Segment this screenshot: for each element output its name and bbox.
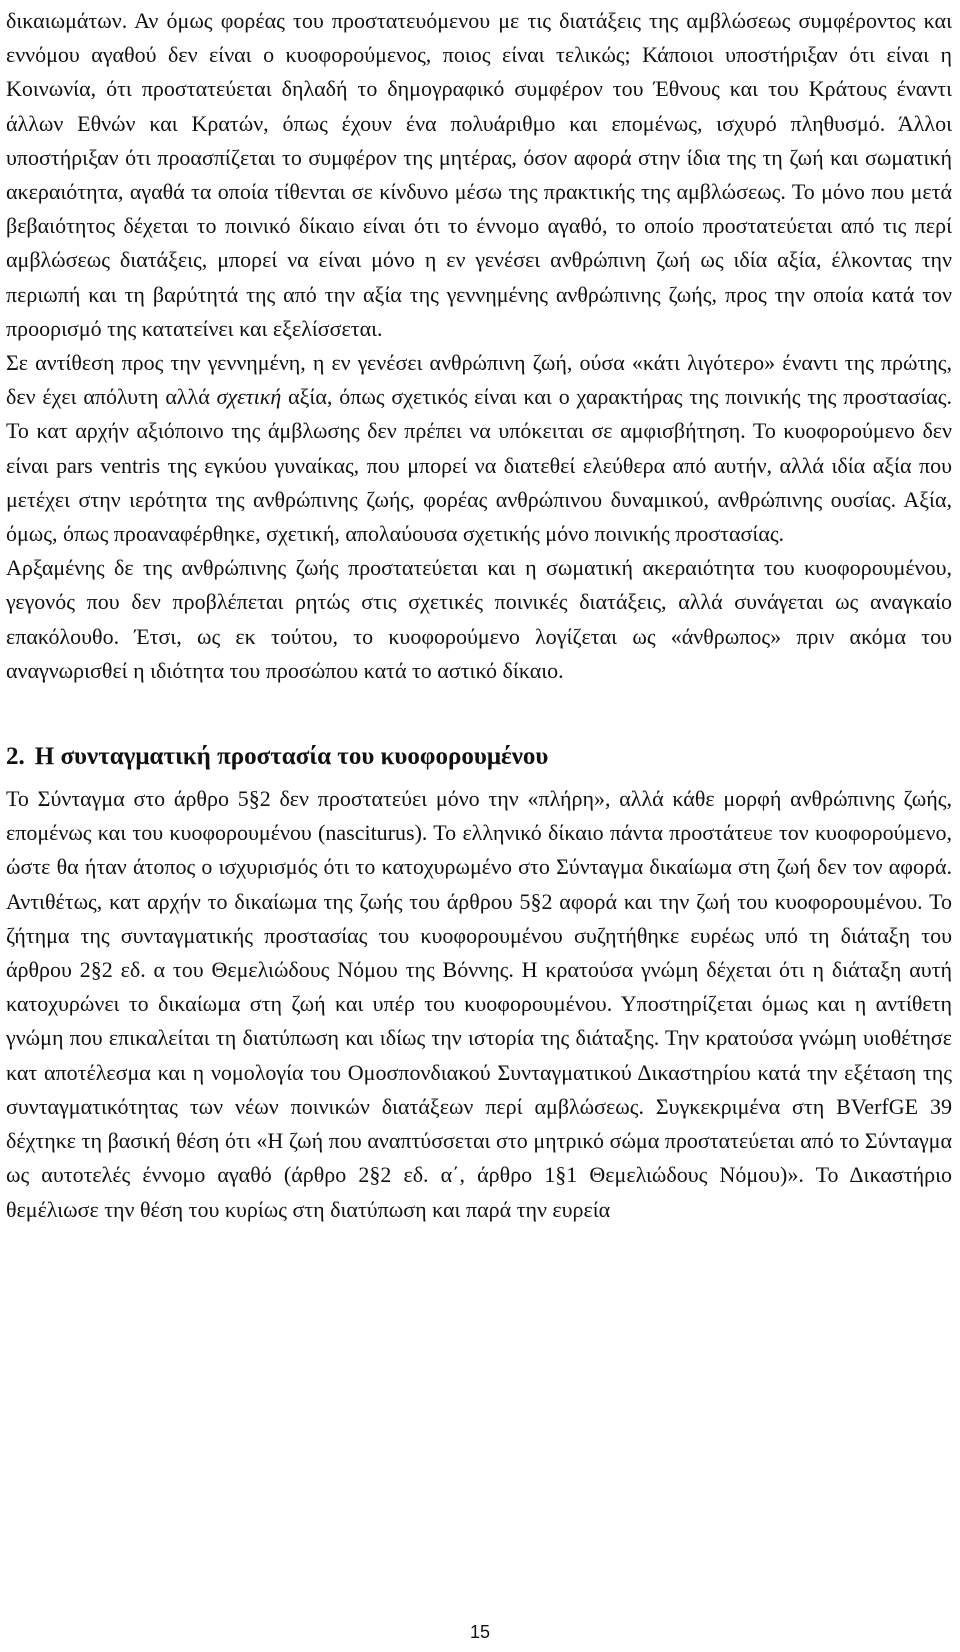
- paragraph-2-text-start: Σε αντίθεση προς την γεννημένη, η εν γενέσει ανθρώπινη ζωή, ούσα «κάτι λιγότερο» έναντι της πρώτης, δεν έχει απόλυτη αλλά: [6, 350, 952, 410]
- section-title: Η συνταγματική προστασία του κυοφορουμένου: [34, 743, 549, 771]
- paragraph-2-text-end: αξία, όπως σχετικός είναι και ο χαρακτήρας της ποινικής της προστασίας. Το κατ αρχήν αξιόποινο της άμβλωσης δεν πρέπει να υπόκειται σε αμφισβήτηση. Το κυοφορούμενο δεν είναι pars ventris της εγκύου γυναίκας, που μπορεί να διατεθεί ελεύθερα από αυτήν, αλλά ιδία αξία που μετέχει στην ιερότητα της ανθρώπινης ζωής, φορέας ανθρώπινου δυναμικού, ανθρώπινης ουσίας. Αξία, όμως, όπως προαναφέρθηκε, σχετική, απολαύουσα σχετικής μόνο ποινικής προστασίας.: [6, 384, 952, 547]
- paragraph-1: δικαιωμάτων. Αν όμως φορέας του προστατευόμενου με τις διατάξεις της αμβλώσεως συμφέροντος και εννόμου αγαθού δεν είναι ο κυοφορούμενος, ποιος είναι τελικώς; Κάποιοι υποστήριξαν ότι είναι η Κοινωνία, ότι προστατεύεται δηλαδή το δημογραφικό συμφέρον του Έθνους και του Κράτους έναντι άλλων Εθνών και Κρατών, όπως έχουν ένα πολυάριθμο και επομένως, ισχυρό πληθυσμό. Άλλοι υποστήριξαν ότι προασπίζεται το συμφέρον της μητέρας, όσον αφορά στην ίδια της τη ζωή και σωματική ακεραιότητα, αγαθά τα οποία τίθενται σε κίνδυνο μέσω της πρακτικής της αμβλώσεως. Το μόνο που μετά βεβαιότητος δέχεται το ποινικό δίκαιο είναι ότι το έννομο αγαθό, το οποίο προστατεύεται από τις περί αμβλώσεως διατάξεις, μπορεί να είναι μόνο η εν γενέσει ανθρώπινη ζωή ως ιδία αξία, έλκοντας την περιωπή και τη βαρύτητά της από την αξία της γεννημένης ανθρώπινης ζωής, προς την οποία κατά τον προορισμό της κατατείνει και εξελίσσεται.: [6, 8, 952, 341]
- paragraph-4: Το Σύνταγμα στο άρθρο 5§2 δεν προστατεύει μόνο την «πλήρη», αλλά κάθε μορφή ανθρώπινης ζωής, επομένως και του κυοφορουμένου (nasciturus). Το ελληνικό δίκαιο πάντα προστάτευε τον κυοφορούμενο, ώστε θα ήταν άτοπος ο ισχυρισμός ότι το κατοχυρωμένο στο Σύνταγμα δικαίωμα στη ζωή δεν τον αφορά. Αντιθέτως, κατ αρχήν το δικαίωμα της ζωής του άρθρου 5§2 αφορά και την ζωή του κυοφορουμένου. Το ζήτημα της συνταγματικής προστασίας του κυοφορουμένου συζητήθηκε ευρέως υπό τη διάταξη του άρθρου 2§2 εδ. α του Θεμελιώδους Νόμου της Βόννης. Η κρατούσα γνώμη δέχεται ότι η διάταξη αυτή κατοχυρώνει το δικαίωμα στη ζωή και υπέρ του κυοφορουμένου. Υποστηρίζεται όμως και η αντίθετη γνώμη που επικαλείται τη διατύπωση και ιδίως την ιστορία της διάταξης. Την κρατούσα γνώμη υιοθέτησε κατ αποτέλεσμα και η νομολογία του Ομοσπονδιακού Συνταγματικού Δικαστηρίου κατά την εξέταση της συνταγματικότητας των νέων ποινικών διατάξεων περί αμβλώσεως. Συγκεκριμένα στη BVerfGE 39 δέχτηκε τη βασική θέση ότι «Η ζωή που αναπτύσσεται στο μητρικό σώμα προστατεύεται από το Σύνταγμα ως αυτοτελές έννομο αγαθό (άρθρο 2§2 εδ. α΄, άρθρο 1§1 Θεμελιώδους Νόμου)». Το Δικαστήριο θεμέλιωσε την θέση του κυρίως στη διατύπωση και παρά την ευρεία: [6, 786, 952, 1222]
- section-number: 2.: [6, 743, 25, 771]
- paragraph-3: Αρξαμένης δε της ανθρώπινης ζωής προστατεύεται και η σωματική ακεραιότητα του κυοφορουμένου, γεγονός που δεν προβλέπεται ρητώς στις σχετικές ποινικές διατάξεις, αλλά συνάγεται ως αναγκαίο επακόλουθο. Έτσι, ως εκ τούτου, το κυοφορούμενο λογίζεται ως «άνθρωπος» πριν ακόμα του αναγνωρισθεί η ιδιότητα του προσώπου κατά το αστικό δίκαιο.: [6, 555, 952, 683]
- italic-word: σχετική: [216, 384, 282, 410]
- page-number: 15: [469, 1622, 491, 1642]
- paragraph-2: [6, 346, 952, 551]
- section-heading: [6, 740, 952, 774]
